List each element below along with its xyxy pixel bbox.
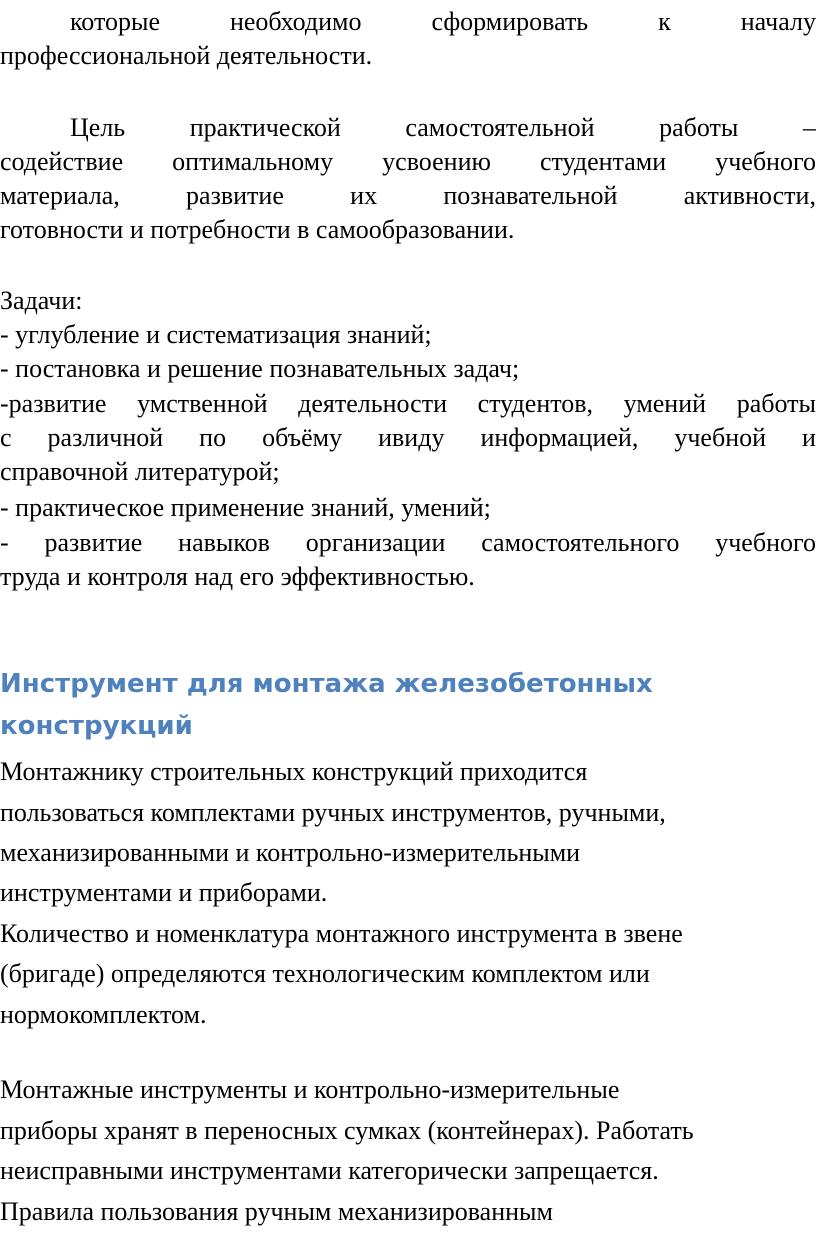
word: учебного	[715, 528, 816, 557]
word: умственной	[137, 389, 268, 418]
paragraph-2-line-2: (бригаде) определяются технологическим комплектом или	[0, 959, 650, 988]
paragraph-2-line-3: нормокомплектом.	[0, 1000, 207, 1029]
word: –	[802, 113, 816, 142]
word: содействие	[0, 147, 124, 176]
task-item-1: - углубление и систематизация знаний;	[0, 320, 432, 349]
word: учебного	[715, 147, 816, 176]
word: навыков	[178, 528, 270, 557]
word: с	[0, 423, 12, 452]
word: их	[350, 181, 378, 210]
paragraph-1-line-4: инструментами и приборами.	[0, 878, 328, 907]
word: информацией,	[480, 423, 639, 452]
section-heading-line-1: Инструмент для монтажа железобетонных	[0, 669, 653, 699]
word: которые	[70, 7, 160, 36]
word: -	[0, 528, 9, 557]
task-item-3-line-3: справочной литературой;	[0, 457, 280, 486]
word: самостоятельного	[481, 528, 680, 557]
word: студентами	[539, 147, 667, 176]
task-item-5-line-1	[0, 526, 816, 560]
word: развитие	[186, 181, 284, 210]
word: различной	[47, 423, 164, 452]
task-item-5-line-2: труда и контроля над его эффективностью.	[0, 562, 475, 591]
word: -развитие	[0, 389, 107, 418]
word: студентов,	[477, 389, 594, 418]
paragraph-2-line-1: Количество и номенклатура монтажного инструмента в звене	[0, 919, 683, 948]
word: усвоению	[382, 147, 491, 176]
word: самостоятельной	[405, 113, 595, 142]
word: Цель	[70, 113, 126, 142]
paragraph-1-line-2: пользоваться комплектами ручных инструментов, ручными,	[0, 798, 666, 827]
word: необходимо	[229, 7, 362, 36]
word: развитие	[44, 528, 143, 557]
word: к	[658, 7, 671, 36]
word: и	[802, 423, 816, 452]
word: деятельности	[298, 389, 447, 418]
paragraph-3-line-1: Монтажные инструменты и контрольно-измерительные	[0, 1075, 620, 1104]
word: умений	[623, 389, 707, 418]
tasks-title: Задачи:	[0, 286, 83, 315]
goal-line-4: готовности и потребности в самообразовании.	[0, 215, 515, 244]
intro-line-2: профессиональной деятельности.	[0, 41, 373, 70]
paragraph-1-line-3: механизированными и контрольно-измерительными	[0, 838, 581, 867]
task-item-3-line-1	[0, 387, 816, 421]
word: по	[199, 423, 227, 452]
section-heading-line-2: конструкций	[0, 711, 193, 741]
word: учебной	[674, 423, 767, 452]
task-item-3-line-2	[0, 421, 816, 455]
word: оптимальному	[172, 147, 334, 176]
word: активности,	[683, 181, 816, 210]
word: практической	[189, 113, 341, 142]
word: ивиду	[378, 423, 445, 452]
task-item-2: - постановка и решение познавательных задач;	[0, 354, 520, 383]
word: работы	[736, 389, 816, 418]
paragraph-3-line-2: приборы хранят в переносных сумках (контейнерах). Работать	[0, 1116, 694, 1145]
goal-line-1	[0, 111, 816, 145]
word: объёму	[262, 423, 343, 452]
goal-line-2	[0, 145, 816, 179]
goal-line-3	[0, 179, 816, 213]
word: материала,	[0, 181, 120, 210]
word: познавательной	[443, 181, 618, 210]
task-item-4: - практическое применение знаний, умений;	[0, 493, 491, 522]
word: организации	[305, 528, 446, 557]
paragraph-3-line-4: Правила пользования ручным механизированным	[0, 1197, 553, 1226]
paragraph-3-line-3: неисправными инструментами категорически запрещается.	[0, 1156, 659, 1185]
word: работы	[659, 113, 739, 142]
word: началу	[740, 7, 816, 36]
paragraph-1-line-1: Монтажнику строительных конструкций приходится	[0, 757, 588, 786]
word: сформировать	[431, 7, 589, 36]
intro-line-1	[0, 5, 816, 39]
